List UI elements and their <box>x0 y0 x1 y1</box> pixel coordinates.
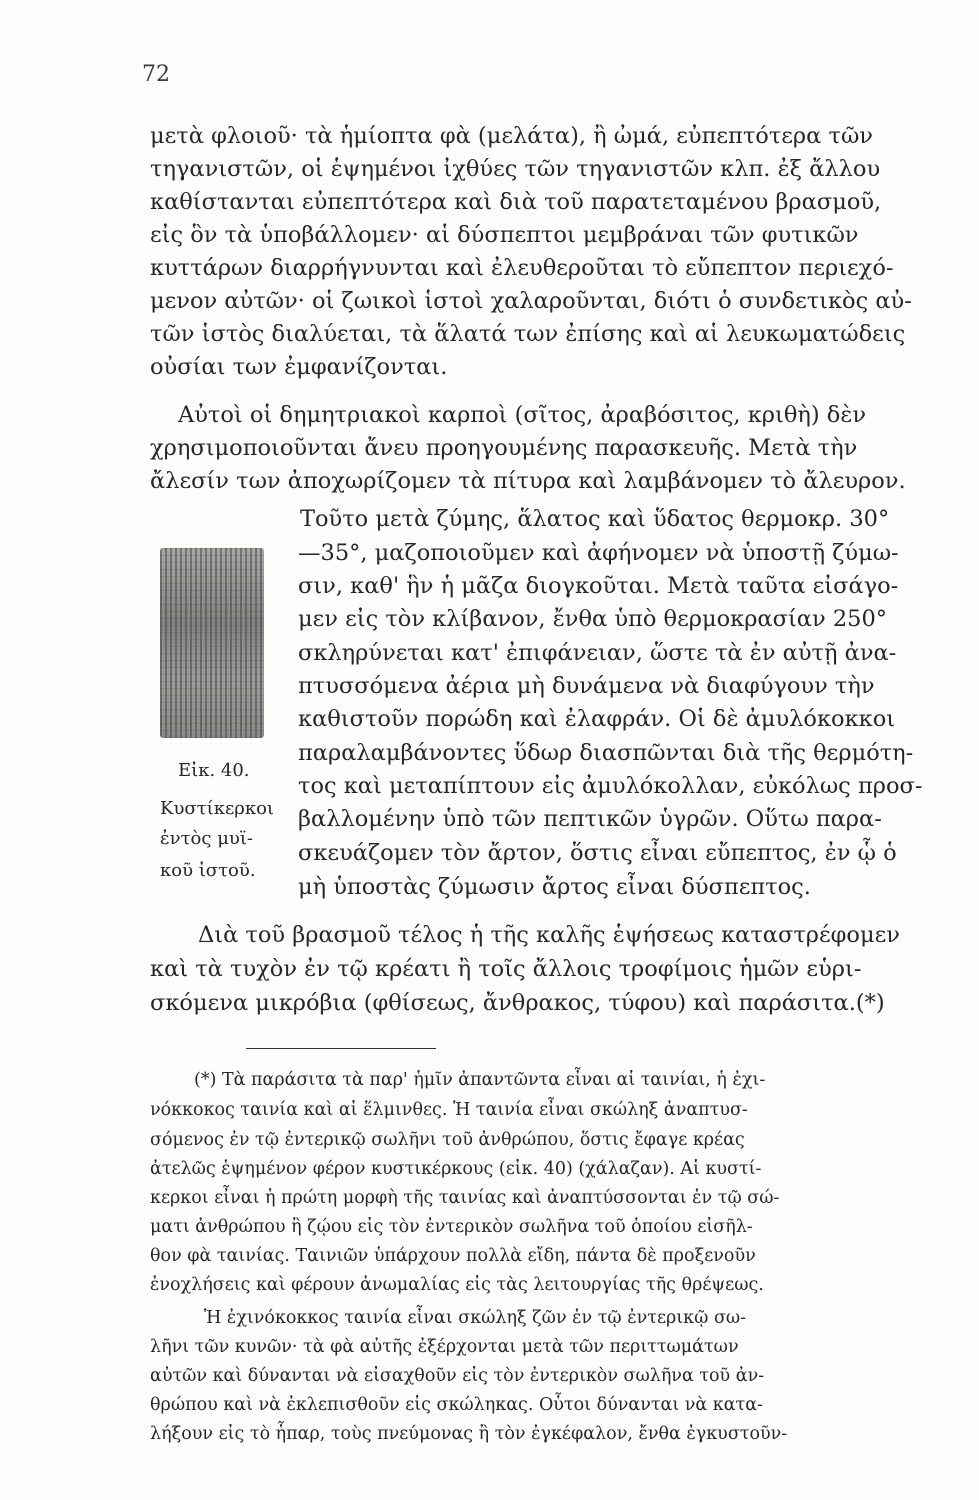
footnote-line: σόμενος ἐν τῷ ἐντερικῷ σωλῆνι τοῦ ἀνθρώπου, ὅστις ἔφαγε κρέας <box>150 1130 745 1150</box>
text-line: σκευάζομεν τὸν ἄρτον, ὅστις εἶναι εὔπεπτος, ἐν ᾧ ὁ <box>298 840 897 866</box>
page-number: 72 <box>142 62 170 87</box>
text-line: τῶν ἱστὸς διαλύεται, τὰ ἅλατά των ἐπίσης καὶ αἱ λευκωματώδεις <box>150 321 906 347</box>
text-line: Τοῦτο μετὰ ζύμης, ἅλατος καὶ ὕδατος θερμοκρ. 30° <box>300 506 890 532</box>
caption-line: ἐντὸς μυϊ- <box>160 828 253 849</box>
text-line: Αὐτοὶ οἱ δημητριακοὶ καρποὶ (σῖτος, ἀραβόσιτος, κριθὴ) δὲν <box>178 402 867 428</box>
footnote-line: θον φὰ ταινίας. Ταινιῶν ὑπάρχουν πολλὰ εἴδη, πάντα δὲ προξενοῦν <box>150 1246 756 1266</box>
footnote-line: νόκκοκος ταινία καὶ αἱ ἕλμινθες. Ἡ ταινία εἶναι σκώληξ ἀναπτυσ- <box>150 1100 748 1120</box>
footnote-line: αὐτῶν καὶ δύνανται νὰ εἰσαχθοῦν εἰς τὸν ἐντερικὸν σωλῆνα τοῦ ἀν- <box>150 1366 765 1386</box>
footnote-rule <box>246 1048 436 1049</box>
text-line: σκληρύνεται κατ' ἐπιφάνειαν, ὥστε τὰ ἐν αὐτῇ ἀνα- <box>298 640 897 666</box>
text-line: σιν, καθ' ἣν ἡ μᾶζα διογκοῦται. Μετὰ ταῦτα εἰσάγο- <box>298 573 899 599</box>
text-line: —35°, μαζοποιοῦμεν καὶ ἀφήνομεν νὰ ὑποστῇ ζύμω- <box>298 540 899 566</box>
footnote-line: λήξουν εἰς τὸ ἧπαρ, τοὺς πνεύμονας ἢ τὸν ἐγκέφαλον, ἔνθα ἐγκυστοῦν- <box>150 1424 788 1444</box>
text-line: οὐσίαι των ἐμφανίζονται. <box>150 354 448 380</box>
text-line: καθιστοῦν πορώδη καὶ ἐλαφράν. Οἱ δὲ ἀμυλόκοκκοι <box>298 706 896 732</box>
figure-40-image <box>160 548 264 738</box>
text-line: τηγανιστῶν, οἱ ἑψημένοι ἰχθύες τῶν τηγανιστῶν κλπ. ἐξ ἄλλου <box>150 156 881 182</box>
text-line: τος καὶ μεταπίπτουν εἰς ἀμυλόκολλαν, εὐκόλως προσ- <box>298 773 923 799</box>
text-line: ἄλεσίν των ἀποχωρίζομεν τὰ πίτυρα καὶ λαμβάνομεν τὸ ἄλευρον. <box>150 468 906 494</box>
text-line: πτυσσόμενα ἀέρια μὴ δυνάμενα νὰ διαφύγουν τὴν <box>298 673 875 699</box>
text-line: βαλλομένην ὑπὸ τῶν πεπτικῶν ὑγρῶν. Οὕτω παρα- <box>298 806 882 832</box>
text-line: μὴ ὑποστὰς ζύμωσιν ἄρτος εἶναι δύσπεπτος. <box>298 874 811 900</box>
footnote-line: ἐνοχλήσεις καὶ φέρουν ἀνωμαλίας εἰς τὰς λειτουργίας τῆς θρέψεως. <box>150 1275 764 1295</box>
caption-line: Εἰκ. 40. <box>178 760 250 781</box>
text-line: κυττάρων διαρρήγνυνται καὶ ἐλευθεροῦται τὸ εὔπεπτον περιεχό- <box>150 255 894 281</box>
text-line: παραλαμβάνοντες ὕδωρ διασπῶνται διὰ τῆς θερμότη- <box>298 740 914 766</box>
text-line: καθίστανται εὐπεπτότερα καὶ διὰ τοῦ παρατεταμένου βρασμοῦ, <box>150 189 882 215</box>
text-line: μενον αὐτῶν· οἱ ζωικοὶ ἱστοὶ χαλαροῦνται, διότι ὁ συνδετικὸς αὐ- <box>150 288 912 314</box>
text-line: μετὰ φλοιοῦ· τὰ ἡμίοπτα φὰ (μελάτα), ἢ ὠμά, εὐπεπτότερα τῶν <box>150 123 873 149</box>
footnote-line: θρώπου καὶ νὰ ἐκλεπισθοῦν εἰς σκώληκας. Οὗτοι δύνανται νὰ κατα- <box>150 1395 763 1415</box>
text-line: χρησιμοποιοῦνται ἄνευ προηγουμένης παρασκευῆς. Μετὰ τὴν <box>150 435 858 461</box>
text-line: σκόμενα μικρόβια (φθίσεως, ἄνθρακος, τύφου) καὶ παράσιτα.(*) <box>150 990 885 1016</box>
footnote-line: κερκοι εἶναι ἡ πρώτη μορφὴ τῆς ταινίας καὶ ἀναπτύσσονται ἐν τῷ σώ- <box>150 1188 780 1208</box>
footnote-line: (*) Τὰ παράσιτα τὰ παρ' ἡμῖν ἀπαντῶντα εἶναι αἱ ταινίαι, ἡ ἐχι- <box>194 1070 766 1090</box>
footnote-line: ματι ἀνθρώπου ἢ ζῴου εἰς τὸν ἐντερικὸν σωλῆνα τοῦ ὁποίου εἰσῆλ- <box>150 1217 753 1237</box>
footnote-line: Ἡ ἐχινόκοκκος ταινία εἶναι σκώληξ ζῶν ἐν τῷ ἐντερικῷ σω- <box>204 1308 747 1328</box>
caption-line: κοῦ ἱστοῦ. <box>160 860 256 881</box>
footnote-line: ἀτελῶς ἑψημένον φέρον κυστικέρκους (εἰκ. 40) (χάλαζαν). Αἱ κυστί- <box>150 1159 762 1179</box>
text-line: καὶ τὰ τυχὸν ἐν τῷ κρέατι ἢ τοῖς ἄλλοις τροφίμοις ἡμῶν εὑρι- <box>150 956 862 982</box>
text-line: εἰς ὃν τὰ ὑποβάλλομεν· αἱ δύσπεπτοι μεμβράναι τῶν φυτικῶν <box>150 222 859 248</box>
caption-line: Κυστίκερκοι <box>160 798 274 819</box>
footnote-line: λῆνι τῶν κυνῶν· τὰ φὰ αὐτῆς ἐξέρχονται μετὰ τῶν περιττωμάτων <box>150 1337 739 1357</box>
text-line: Διὰ τοῦ βρασμοῦ τέλος ἡ τῆς καλῆς ἑψήσεως καταστρέφομεν <box>198 922 900 948</box>
text-line: μεν εἰς τὸν κλίβανον, ἔνθα ὑπὸ θερμοκρασίαν 250° <box>298 606 888 632</box>
